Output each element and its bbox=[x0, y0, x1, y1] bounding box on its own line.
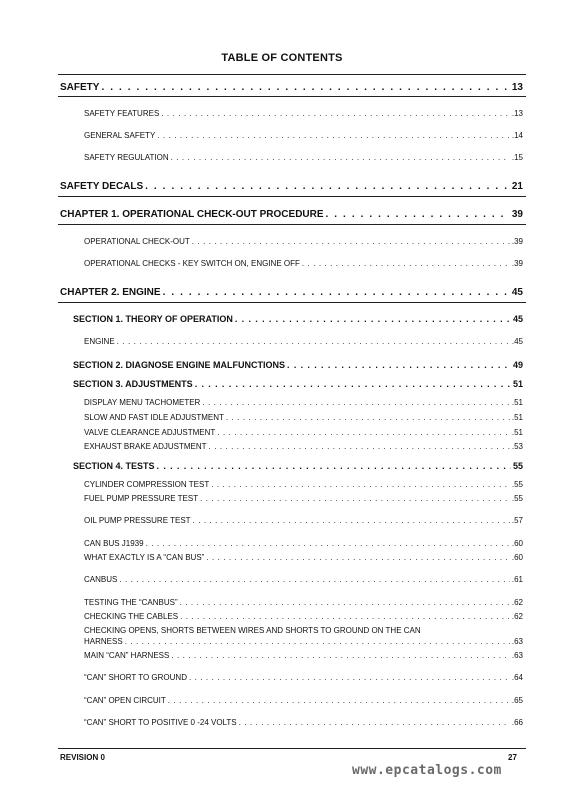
toc-entry-page: .15 bbox=[511, 153, 523, 162]
toc-entry-can-short-ground[interactable] bbox=[84, 673, 523, 682]
toc-entry-valve-clearance[interactable] bbox=[84, 428, 523, 437]
toc-entry-label: SECTION 1. THEORY OF OPERATION bbox=[73, 314, 233, 324]
toc-entry-operational-checks[interactable] bbox=[84, 259, 523, 268]
toc-entry-label: SECTION 4. TESTS bbox=[73, 461, 155, 471]
toc-entry-safety-features[interactable] bbox=[84, 109, 523, 118]
toc-entry-label: MAIN “CAN” HARNESS bbox=[84, 651, 170, 660]
toc-entry-page: 13 bbox=[511, 82, 523, 93]
toc-entry-label: CHAPTER 2. ENGINE bbox=[60, 287, 161, 298]
toc-entry-page: .53 bbox=[511, 442, 523, 451]
toc-entry-label: VALVE CLEARANCE ADJUSTMENT bbox=[84, 428, 216, 437]
toc-entry-label: “CAN” SHORT TO GROUND bbox=[84, 673, 187, 682]
section-rule bbox=[58, 224, 526, 225]
section-rule bbox=[58, 302, 526, 303]
toc-entry-exhaust-brake[interactable] bbox=[84, 442, 523, 451]
section-rule bbox=[58, 96, 526, 97]
toc-entry-label: OIL PUMP PRESSURE TEST bbox=[84, 516, 191, 525]
toc-entry-testing-canbus[interactable] bbox=[84, 598, 523, 607]
toc-entry-page: .62 bbox=[511, 598, 523, 607]
toc-entry-can-open-circuit[interactable] bbox=[84, 696, 523, 705]
toc-entry-label: SECTION 3. ADJUSTMENTS bbox=[73, 379, 193, 389]
toc-entry-page: .60 bbox=[511, 553, 523, 562]
toc-entry-cylinder-compression[interactable] bbox=[84, 480, 523, 489]
toc-entry-label: TESTING THE “CANBUS” bbox=[84, 598, 178, 607]
toc-entry-page: .62 bbox=[511, 612, 523, 621]
toc-entry-page: .66 bbox=[511, 718, 523, 727]
toc-entry-oil-pump-pressure[interactable] bbox=[84, 516, 523, 525]
toc-entry-what-is-can-bus[interactable] bbox=[84, 553, 523, 562]
toc-entry-page: .61 bbox=[511, 575, 523, 584]
toc-entry-page: 55 bbox=[512, 461, 523, 471]
toc-entry-label: “CAN” OPEN CIRCUIT bbox=[84, 696, 166, 705]
toc-entry-label: OPERATIONAL CHECKS - KEY SWITCH ON, ENGINE OFF bbox=[84, 259, 300, 268]
toc-entry-label: DISPLAY MENU TACHOMETER bbox=[84, 398, 201, 407]
toc-entry-page: 45 bbox=[512, 314, 523, 324]
toc-entry-checking-opens-line1[interactable]: CHECKING OPENS, SHORTS BETWEEN WIRES AND SHORTS TO GROUND ON THE CAN bbox=[84, 626, 421, 635]
toc-entry-page: .51 bbox=[511, 428, 523, 437]
toc-entry-safety[interactable] bbox=[60, 82, 523, 93]
toc-entry-slow-fast-idle[interactable] bbox=[84, 413, 523, 422]
toc-entry-chapter-1[interactable] bbox=[60, 209, 523, 220]
toc-entry-page: .63 bbox=[511, 651, 523, 660]
toc-entry-label: SAFETY REGULATION bbox=[84, 153, 169, 162]
footer-rule bbox=[58, 748, 526, 749]
toc-entry-section-4[interactable] bbox=[73, 461, 523, 471]
toc-entry-page: .64 bbox=[511, 673, 523, 682]
toc-entry-page: .13 bbox=[511, 109, 523, 118]
toc-entry-label: FUEL PUMP PRESSURE TEST bbox=[84, 494, 199, 503]
toc-entry-can-short-positive[interactable] bbox=[84, 718, 523, 727]
toc-entry-checking-opens-harness[interactable] bbox=[84, 637, 523, 646]
toc-entry-page: 45 bbox=[511, 287, 523, 298]
toc-entry-page: .60 bbox=[511, 539, 523, 548]
toc-entry-page: .51 bbox=[511, 413, 523, 422]
toc-entry-section-1[interactable] bbox=[73, 314, 523, 324]
toc-entry-general-safety[interactable] bbox=[84, 131, 523, 140]
toc-entry-operational-check-out[interactable] bbox=[84, 237, 523, 246]
toc-entry-label: CAN BUS J1939 bbox=[84, 539, 144, 548]
toc-entry-page: .65 bbox=[511, 696, 523, 705]
toc-entry-checking-cables[interactable] bbox=[84, 612, 523, 621]
watermark: www.epcatalogs.com bbox=[352, 763, 502, 778]
section-rule bbox=[58, 196, 526, 197]
toc-entry-label: ENGINE bbox=[84, 337, 115, 346]
toc-entry-label: WHAT EXACTLY IS A “CAN BUS” bbox=[84, 553, 205, 562]
toc-entry-page: .63 bbox=[511, 637, 523, 646]
toc-title: TABLE OF CONTENTS bbox=[221, 52, 343, 64]
toc-entry-engine[interactable] bbox=[84, 337, 523, 346]
toc-entry-page: .55 bbox=[511, 494, 523, 503]
toc-entry-label: SAFETY bbox=[60, 82, 100, 93]
toc-entry-page: .39 bbox=[511, 259, 523, 268]
toc-entry-page: .51 bbox=[511, 398, 523, 407]
top-rule bbox=[58, 74, 526, 75]
toc-entry-label: CANBUS bbox=[84, 575, 118, 584]
toc-entry-page: .45 bbox=[511, 337, 523, 346]
toc-entry-page: 51 bbox=[512, 379, 523, 389]
toc-entry-page: 21 bbox=[511, 181, 523, 192]
toc-entry-label: CYLINDER COMPRESSION TEST bbox=[84, 480, 210, 489]
toc-entry-label: SECTION 2. DIAGNOSE ENGINE MALFUNCTIONS bbox=[73, 360, 286, 370]
toc-entry-label: EXHAUST BRAKE ADJUSTMENT bbox=[84, 442, 207, 451]
toc-entry-label: HARNESS bbox=[84, 637, 123, 646]
toc-entry-page: 39 bbox=[511, 209, 523, 220]
toc-entry-page: .39 bbox=[511, 237, 523, 246]
toc-entry-can-bus-j1939[interactable] bbox=[84, 539, 523, 548]
toc-entry-main-can-harness[interactable] bbox=[84, 651, 523, 660]
toc-entry-safety-regulation[interactable] bbox=[84, 153, 523, 162]
toc-entry-canbus[interactable] bbox=[84, 575, 523, 584]
toc-entry-label: CHECKING THE CABLES bbox=[84, 612, 179, 621]
toc-entry-display-menu-tachometer[interactable] bbox=[84, 398, 523, 407]
toc-entry-label: “CAN” SHORT TO POSITIVE 0 -24 VOLTS bbox=[84, 718, 237, 727]
toc-entry-section-3[interactable] bbox=[73, 379, 523, 389]
toc-entry-page: 49 bbox=[512, 360, 523, 370]
toc-entry-page: .57 bbox=[511, 516, 523, 525]
toc-entry-safety-decals[interactable] bbox=[60, 181, 523, 192]
toc-entry-label: SAFETY DECALS bbox=[60, 181, 144, 192]
toc-entry-label: OPERATIONAL CHECK-OUT bbox=[84, 237, 190, 246]
toc-entry-chapter-2[interactable] bbox=[60, 287, 523, 298]
footer-revision: REVISION 0 bbox=[60, 753, 105, 762]
toc-entry-label: GENERAL SAFETY bbox=[84, 131, 156, 140]
toc-entry-page: .14 bbox=[511, 131, 523, 140]
toc-entry-label: SAFETY FEATURES bbox=[84, 109, 160, 118]
toc-entry-section-2[interactable] bbox=[73, 360, 523, 370]
toc-entry-label: CHAPTER 1. OPERATIONAL CHECK-OUT PROCEDURE bbox=[60, 209, 324, 220]
toc-entry-page: .55 bbox=[511, 480, 523, 489]
toc-entry-fuel-pump-pressure[interactable] bbox=[84, 494, 523, 503]
toc-entry-label: SLOW AND FAST IDLE ADJUSTMENT bbox=[84, 413, 224, 422]
footer-page-number: 27 bbox=[508, 753, 517, 762]
